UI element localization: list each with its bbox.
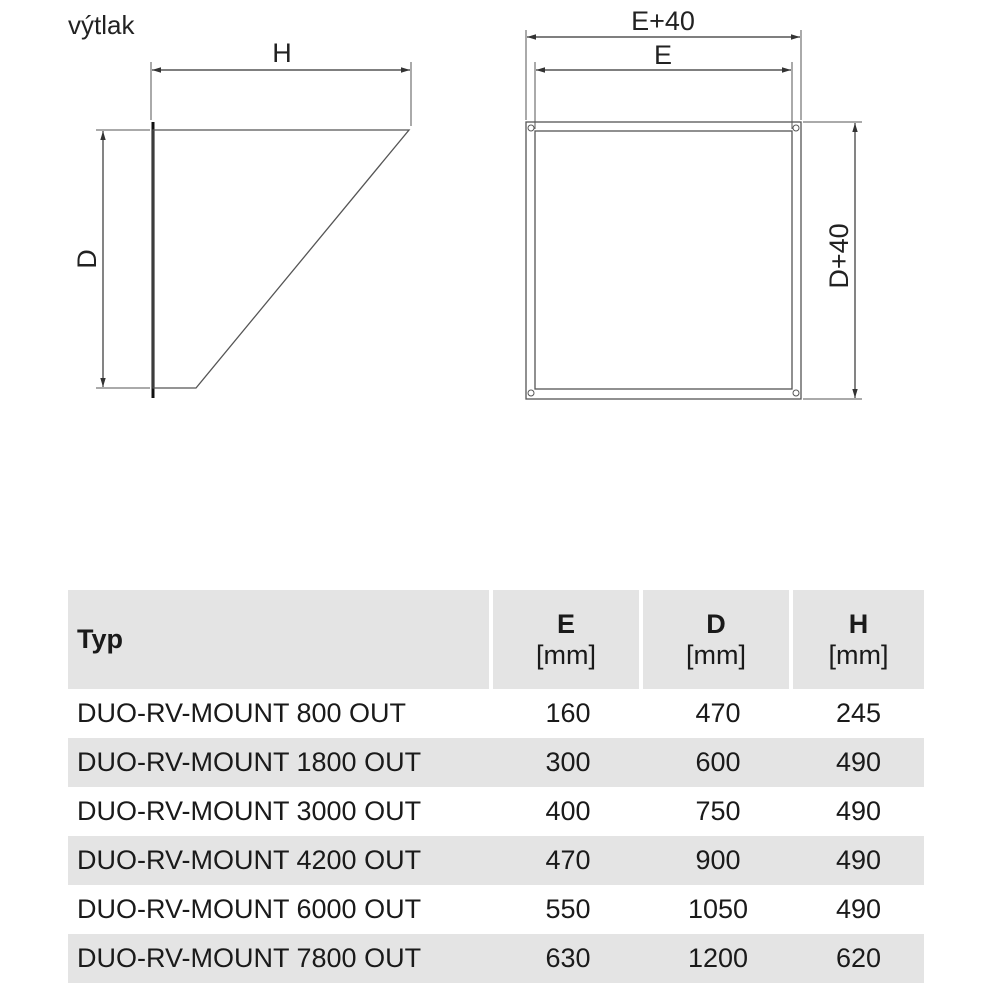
header-e-label: E	[556, 608, 575, 639]
cell-d: 900	[643, 836, 793, 885]
table-row	[68, 885, 924, 934]
table-row	[68, 738, 924, 787]
screw-hole	[793, 390, 799, 396]
dimension-h-label: H	[272, 38, 292, 68]
cell-e: 300	[493, 738, 643, 787]
dimensions-table	[68, 590, 924, 983]
cell-h: 620	[793, 934, 924, 983]
cell-d: 750	[695, 796, 741, 826]
dimension-e40-label: E+40	[631, 6, 695, 36]
cell-typ: DUO-RV-MOUNT 1800 OUT	[68, 738, 493, 787]
table-row	[68, 934, 924, 983]
table-row	[68, 689, 924, 738]
outer-frame	[526, 122, 801, 399]
cell-h: 490	[835, 796, 882, 826]
cell-typ: DUO-RV-MOUNT 6000 OUT	[77, 894, 422, 924]
header-h	[793, 590, 924, 689]
inner-opening	[535, 131, 792, 389]
screw-hole	[528, 125, 534, 131]
header-h-label: H	[848, 608, 869, 639]
cell-d: 600	[643, 738, 793, 787]
cell-typ: DUO-RV-MOUNT 7800 OUT	[68, 934, 493, 983]
cell-h: 490	[793, 836, 924, 885]
header-e-unit: [mm]	[536, 639, 596, 670]
header-d	[643, 590, 793, 689]
header-h-unit: [mm]	[828, 639, 889, 670]
cell-typ: DUO-RV-MOUNT 4200 OUT	[68, 836, 493, 885]
header-typ: Typ	[68, 590, 493, 689]
cell-h: 490	[835, 894, 882, 924]
screw-hole	[528, 390, 534, 396]
cell-h: 245	[835, 698, 882, 728]
cell-d: 1050	[687, 894, 749, 924]
header-d-unit: [mm]	[686, 639, 746, 670]
cell-typ: DUO-RV-MOUNT 800 OUT	[77, 698, 407, 728]
header-d-label: D	[706, 608, 726, 639]
cell-typ: DUO-RV-MOUNT 3000 OUT	[77, 796, 422, 826]
cell-e: 470	[493, 836, 643, 885]
table-header-row	[68, 590, 924, 689]
technical-drawing	[0, 0, 1000, 420]
table-row	[68, 836, 924, 885]
cell-e: 630	[493, 934, 643, 983]
dimension-d-label: D	[72, 249, 102, 269]
table-row	[68, 787, 924, 836]
front-view	[526, 6, 862, 399]
dimensions-table-wrapper	[68, 590, 924, 983]
cell-e: 400	[545, 796, 591, 826]
cell-d: 470	[695, 698, 741, 728]
hood-outline	[153, 130, 409, 388]
cell-h: 490	[793, 738, 924, 787]
dimension-d40-label: D+40	[824, 223, 854, 289]
cell-e: 160	[545, 698, 591, 728]
vytlak-label: výtlak	[68, 10, 135, 40]
cell-d: 1200	[643, 934, 793, 983]
dimension-e-label: E	[653, 40, 673, 70]
side-view	[72, 38, 411, 398]
cell-e: 550	[545, 894, 591, 924]
header-e	[493, 590, 643, 689]
screw-hole	[793, 125, 799, 131]
